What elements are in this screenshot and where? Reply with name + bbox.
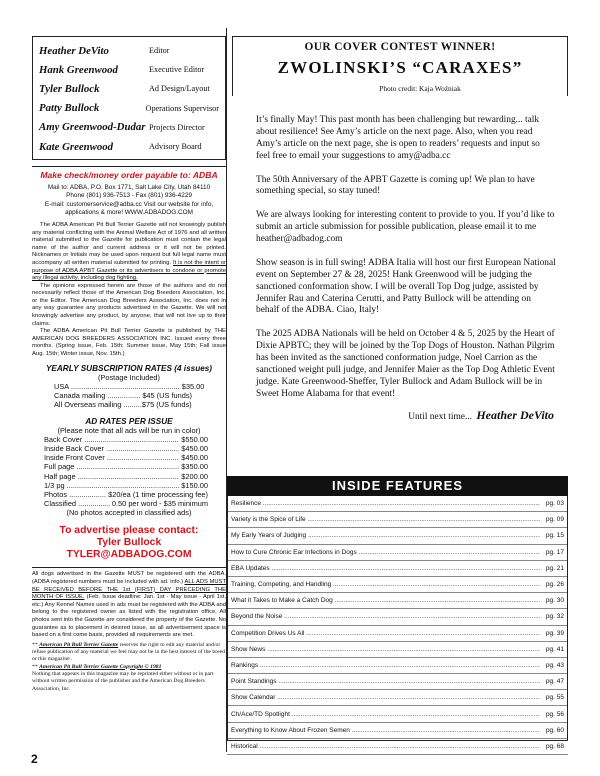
ad-requirements	[32, 567, 226, 639]
feature-page: pg. 68	[545, 742, 564, 750]
letter-paragraph: We are always looking for interesting content to provide to you. If you’d like to submit an article submission for possible publication, please email it to me heather@adbadog.com	[256, 210, 555, 245]
ad-rate-row	[32, 453, 226, 462]
feature-item[interactable]	[227, 642, 568, 658]
feature-page: pg. 17	[545, 548, 564, 556]
feature-item[interactable]	[227, 577, 568, 593]
feature-item[interactable]	[227, 512, 568, 528]
subscription-heading: YEARLY SUBSCRIPTION RATES (4 issues)	[45, 363, 213, 373]
letter-paragraph: The 50th Anniversary of the APBT Gazette is coming up! We plan to have something special, so stay tuned!	[256, 174, 535, 197]
staff-row	[39, 99, 219, 118]
feature-title: Resilience .....	[231, 500, 540, 507]
cover-dog-name: ZWOLINSKI’S “CARAXES”	[277, 58, 523, 77]
disclaimer-underlined: It is not the intent or purpose of ADBA APBT Gazette or its advertisers to condone or promote any illegal activity, including dog fighting.	[32, 259, 226, 282]
cover-heading: OUR COVER CONTEST WINNER!	[304, 41, 496, 53]
staff-title: Projects Director	[149, 122, 205, 132]
feature-page: pg. 60	[545, 726, 564, 734]
features-list	[227, 496, 568, 755]
features-heading: INSIDE FEATURES	[227, 476, 568, 496]
feature-item[interactable]	[227, 545, 568, 561]
ad-rates-table	[32, 435, 226, 509]
ad-rate-label: Inside Back Cover .....	[44, 444, 179, 453]
feature-item[interactable]	[227, 626, 568, 642]
reprint-notice: Nothing that appears in this magazine may be reprinted either without or in part without written permission of the publisher and the American Dog Breeders Association, Inc.	[32, 671, 214, 692]
ad-rate-row	[32, 472, 226, 481]
letter-paragraph: It’s finally May! This past month has been challenging but rewarding... talk about resilience! See Amy’s article on the next page. Also, when you read Amy’s article on the next page, she is open to readers’ requests and input so feel free to email your suggestions to amy@adba.cc	[256, 115, 540, 161]
ad-rate-label: 1/3 pg .....	[44, 481, 179, 490]
requirements-deadline: ALL ADS MUST BE RECEIVED BEFORE THE 1st (FIRST) DAY PRECEDING THE MONTH OF ISSUE.	[32, 579, 226, 601]
staff-name: Amy Greenwood-Dudar	[39, 121, 146, 134]
editor-letter	[256, 115, 556, 423]
staff-row	[39, 137, 219, 156]
advertise-contact	[32, 525, 226, 561]
letter-closing	[256, 407, 556, 424]
signature: Heather DeVito	[476, 407, 554, 422]
feature-title: Training, Competing, and Handling .....	[231, 581, 540, 588]
ad-rate-label: Back Cover .....	[44, 435, 179, 444]
advertise-email[interactable]: TYLER@ADBADOG.COM	[66, 549, 192, 561]
left-column	[32, 36, 226, 693]
mail-address: Mail to: ADBA, P.O. Box 1771, Salt Lake City, Utah 84110	[47, 184, 211, 192]
feature-item[interactable]	[227, 658, 568, 674]
feature-title: Ch/Ace/TD Spotlight .....	[231, 711, 540, 718]
requirements-text: (Feb. Issue deadline: Jan. 1st - May issue - April 1st, etc.) Any Kennel Names used in ads must be registered with the ADBA and belong to the registered owner as listed with the registration office. All photos sent into the Gazette are considered the property of the Gazette. No guarantee as to placement in desired issue, as all advertisement space is based on a first come basis, provided all requirements are met.	[32, 594, 226, 639]
feature-page: pg. 56	[545, 710, 564, 718]
ad-rate-value: 0.50 per word - $35 minimum	[111, 499, 208, 509]
rights-notice: ** American Pit Bull Terrier Gazette reserves the right to edit any material and/or refuse publication of any material we feel may not be in the best interest of the breed or this magazine . ** American Pit Bull Terrier Gazette Copyright © 1981 Nothing that appears in this magazine may be reprinted either without or in part without written permission of the publisher and the American Dog Breeders Association, Inc.	[32, 641, 225, 692]
ad-rate-value: $350.00	[181, 462, 208, 472]
ad-rate-row	[32, 444, 226, 453]
disclaimer-text: The ADBA American Pit Bull Terrier Gazette will not knowingly publish any material conflicting with the Animal Welfare Act of 1976 and all written material submitted to the Gazette for publication must contain the legal name of the author and current address or it will not be printed. Nicknames or Initials may be used upon request but full legal name must accompany all written material submitted for printing.	[32, 221, 226, 266]
subscription-row: Canada mailing ................ $45 (US funds)	[54, 391, 193, 401]
feature-title: Show News .....	[231, 646, 540, 653]
feature-title: Historical .....	[231, 743, 540, 750]
feature-item[interactable]	[227, 706, 568, 722]
feature-item[interactable]	[227, 739, 568, 755]
feature-item[interactable]	[227, 690, 568, 706]
ad-rate-value: $20/ea (1 time processing fee)	[108, 490, 208, 500]
disclaimer-paragraph: The opinions expressed herein are those of the authors and do not necessarily reflect those of the American Dog Breeders Association, Inc. or the Editor. The American Dog Breeders Association, Inc. does not in any way guarantee any products advertised in the Gazette. We will not knowingly advertise any product, by anyone, that will not live up to their claims.	[32, 282, 226, 327]
feature-title: How to Cure Chronic Ear Infections in Dogs .....	[231, 549, 540, 556]
staff-title: Ad Design/Layout	[149, 84, 210, 94]
ad-rate-value: $450.00	[181, 444, 208, 454]
closing-text: Until next time...	[408, 411, 472, 422]
ad-rate-value: $450.00	[181, 453, 208, 463]
staff-name: Kate Greenwood	[39, 140, 114, 153]
feature-item[interactable]	[227, 561, 568, 577]
ad-rate-row	[32, 490, 226, 499]
staff-name: Patty Bullock	[39, 102, 100, 115]
feature-item[interactable]	[227, 609, 568, 625]
staff-title: Executive Editor	[149, 65, 205, 75]
feature-page: pg. 55	[545, 694, 564, 702]
staff-row	[39, 60, 219, 79]
ad-rate-value: $150.00	[181, 480, 208, 490]
staff-name: Tyler Bullock	[39, 82, 100, 95]
feature-title: Rankings .....	[231, 662, 540, 669]
feature-page: pg. 32	[545, 613, 564, 621]
feature-title: What it Takes to Make a Catch Dog .....	[231, 597, 540, 604]
ad-rate-label: Classified .....	[44, 499, 110, 508]
advertise-line: To advertise please contact:	[59, 525, 199, 537]
staff-row	[39, 79, 219, 98]
feature-page: pg. 41	[545, 645, 564, 653]
disclaimer-paragraph: The ADBA American Pit Bull Terrier Gazette is published by THE AMERICAN DOG BREEDERS ASSOCIATION INC. Issued every three months. (Spring issue, Feb. 15th; Summer issue, May 15th; Fall issue Aug. 15th; Winter issue, Nov. 15th.)	[32, 328, 226, 358]
feature-page: pg. 21	[545, 564, 564, 572]
staff-title: Advisory Board	[149, 142, 202, 152]
ad-rate-value: $200.00	[181, 471, 208, 481]
letter-paragraph: The 2025 ADBA Nationals will be held on October 4 & 5, 2025 by the Heart of Dixie APBTC; they will be joined by the Top Dogs of Houston. Nathan Pilgrim has been invited as the sanctioned conformation judge, Noel Carrion as the sanctioned weight pull judge, and Jennifer Maier as the Top Dog Athletic Event judge. Kate Greenwood-Sheffer, Tyler Bullock and Adam Bullock will be in Sweet Home Alabama for that event!	[256, 329, 555, 399]
feature-title: Point Standings .....	[231, 678, 540, 685]
feature-title: Everything to Know About Frozen Semen .....	[231, 727, 540, 734]
advertise-name: Tyler Bullock	[96, 537, 162, 549]
subscription-note: (Postage Included)	[97, 372, 161, 382]
mail-phone: Phone (801) 936-7513 - Fax (801) 936-4229	[66, 192, 192, 200]
feature-page: pg. 26	[545, 581, 564, 589]
feature-item[interactable]	[227, 496, 568, 512]
staff-row	[39, 41, 219, 60]
feature-page: pg. 43	[545, 661, 564, 669]
ad-rate-label: Half page .....	[44, 472, 179, 481]
feature-item[interactable]	[227, 674, 568, 690]
ad-rates-heading: AD RATES PER ISSUE	[85, 416, 173, 426]
staff-name: Heather DeVito	[39, 44, 109, 57]
feature-title: EBA Updates .....	[231, 565, 540, 572]
disclaimer-paragraph	[32, 222, 226, 283]
subscription-row: All Overseas mailing .........$75 (US funds)	[54, 400, 192, 410]
inside-features	[227, 476, 568, 750]
copyright: American Pit Bull Terrier Gazette Copyright © 1981	[39, 663, 162, 670]
publication-name: American Pit Bull Terrier Gazette	[39, 641, 119, 648]
page-number: 2	[31, 752, 38, 766]
feature-item[interactable]	[227, 593, 568, 609]
staff-name: Hank Greenwood	[39, 63, 118, 76]
ad-rates-note: (Please note that all ads will be run in color)	[57, 425, 201, 435]
cover-section	[232, 36, 568, 93]
mail-website[interactable]: applications & more! WWW.ADBADOG.COM	[65, 208, 193, 216]
ad-rate-label: Inside Front Cover .....	[44, 453, 179, 462]
disclaimer	[32, 222, 226, 359]
ad-rate-row	[32, 462, 226, 471]
feature-page: pg. 47	[545, 678, 564, 686]
ad-rate-row	[32, 481, 226, 490]
feature-title: Show Calendar .....	[231, 694, 540, 701]
feature-page: pg. 03	[545, 500, 564, 508]
classified-note: (No photos accepted in classified ads)	[66, 508, 192, 518]
payable-heading: Make check/money order payable to: ADBA	[32, 166, 226, 180]
requirements-text: All dogs advertised in the Gazette MUST be registered with the ADBA. (ADBA registered numbers must be included with ad. info.)	[32, 571, 226, 586]
staff-title: Operations Supervisor	[145, 103, 219, 113]
feature-page: pg. 15	[545, 532, 564, 540]
feature-item[interactable]	[227, 723, 568, 739]
mail-email: E-mail: customerservice@adba.cc Visit our website for info,	[44, 200, 214, 208]
rights-text: reserves the right to edit any material and/or refuse publication of any material we feel may not be in the best interest of the breed or this magazine .	[32, 641, 225, 663]
subscription-row: USA ..................................................... $35.00	[54, 381, 205, 391]
feature-page: pg. 09	[545, 516, 564, 524]
ad-rate-row	[32, 499, 226, 508]
ad-rate-row	[32, 435, 226, 444]
feature-title: Variety is the Spice of Life .....	[231, 516, 540, 523]
staff-box	[32, 36, 226, 160]
feature-page: pg. 30	[545, 597, 564, 605]
feature-title: Beyond the Noise .....	[231, 613, 540, 620]
staff-row	[39, 118, 219, 137]
photo-credit: Photo credit: Kaja Woźniak	[379, 84, 461, 93]
feature-title: Competition Drives Us All .....	[231, 630, 540, 637]
ad-rate-label: Photos .....	[44, 490, 106, 499]
feature-title: My Early Years of Judging .....	[231, 532, 540, 539]
staff-title: Editor	[149, 46, 170, 56]
feature-item[interactable]	[227, 528, 568, 544]
letter-paragraph: Show season is in full swing! ADBA Italia will host our first European National event on September 27 & 28, 2025! Hank Greenwood will be judging the sanctioned conformation show. I will be overall Top Dog judge, assisted by Jennifer Rau and Caterina Cerutti, and Patty Bullock will be attending on behalf of the ADBA. Ciao, Italy!	[256, 257, 556, 316]
feature-page: pg. 39	[545, 629, 564, 637]
mailing-info	[32, 184, 226, 217]
ad-rate-value: $550.00	[181, 434, 208, 444]
ad-rate-label: Full page .....	[44, 462, 179, 471]
